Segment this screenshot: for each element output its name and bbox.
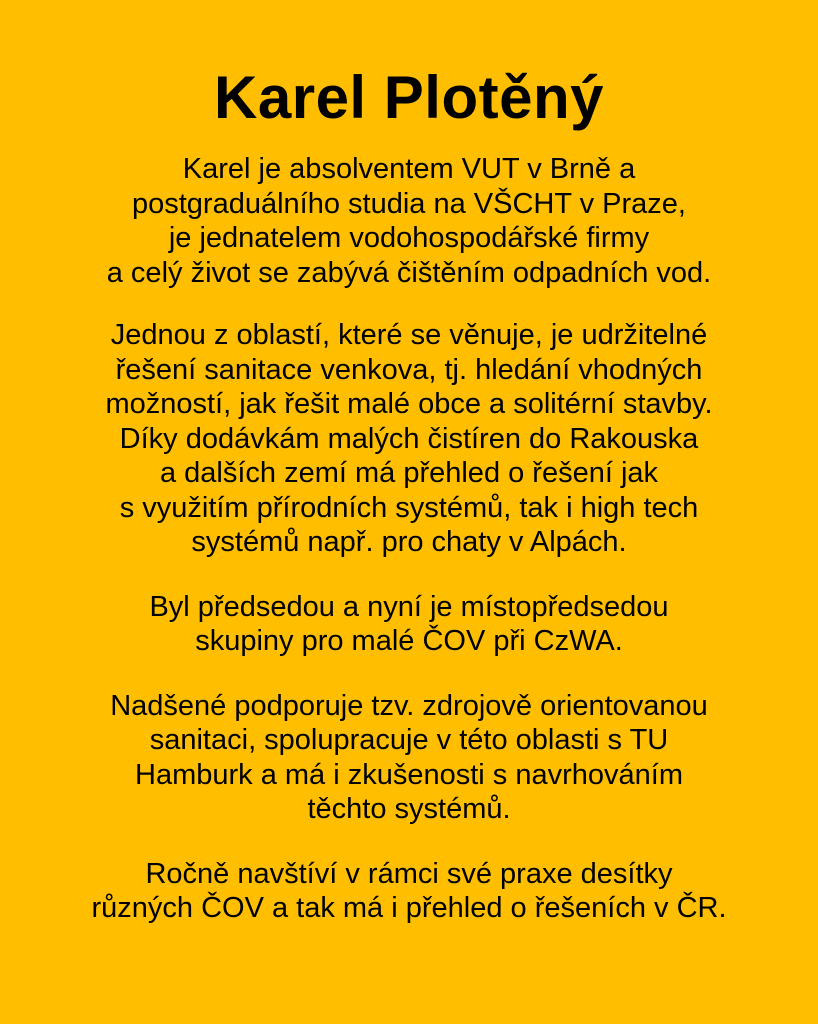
text-line: sanitaci, spolupracuje v této oblasti s TU <box>149 724 669 756</box>
text-line: možností, jak řešit malé obce a solitérní stavby. <box>105 388 713 420</box>
text-line: a dalších zemí má přehled o řešení jak <box>159 457 659 489</box>
text-line: Nadšené podporuje tzv. zdrojově orientovanou <box>110 689 708 722</box>
page-title: Karel Plotěný <box>214 64 604 131</box>
text-line: různých ČOV a tak má i přehled o řešeních v ČR. <box>91 892 727 924</box>
text-line: Jednou z oblastí, které se věnuje, je udržitelné <box>110 319 708 351</box>
text-line: řešení sanitace venkova, tj. hledání vhodných <box>115 353 703 386</box>
text-line: s využitím přírodních systémů, tak i high tech <box>119 491 699 524</box>
bio-paragraph-rural-sanitation <box>0 318 818 560</box>
text-line: Karel je absolventem VUT v Brně a <box>182 153 636 185</box>
text-line: systémů např. pro chaty v Alpách. <box>191 526 627 558</box>
text-line: Hamburk a má i zkušenosti s navrhováním <box>135 758 683 791</box>
bio-paragraph-resource-oriented <box>0 689 818 827</box>
text-line: postgraduálního studia na VŠCHT v Praze, <box>131 187 686 220</box>
bio-paragraph-practice <box>0 857 818 926</box>
text-line: těchto systémů. <box>307 793 511 825</box>
text-line: je jednatelem vodohospodářské firmy <box>168 222 650 254</box>
text-line: Ročně navštíví v rámci své praxe desítky <box>145 857 673 890</box>
bio-paragraph-czwa <box>0 590 818 659</box>
text-line: a celý život se zabývá čištěním odpadních vod. <box>106 256 712 289</box>
text-line: skupiny pro malé ČOV při CzWA. <box>195 625 623 657</box>
text-line: Byl předsedou a nyní je místopředsedou <box>149 590 669 623</box>
bio-paragraph-education <box>0 152 818 290</box>
text-line: Díky dodávkám malých čistíren do Rakouska <box>119 422 699 455</box>
